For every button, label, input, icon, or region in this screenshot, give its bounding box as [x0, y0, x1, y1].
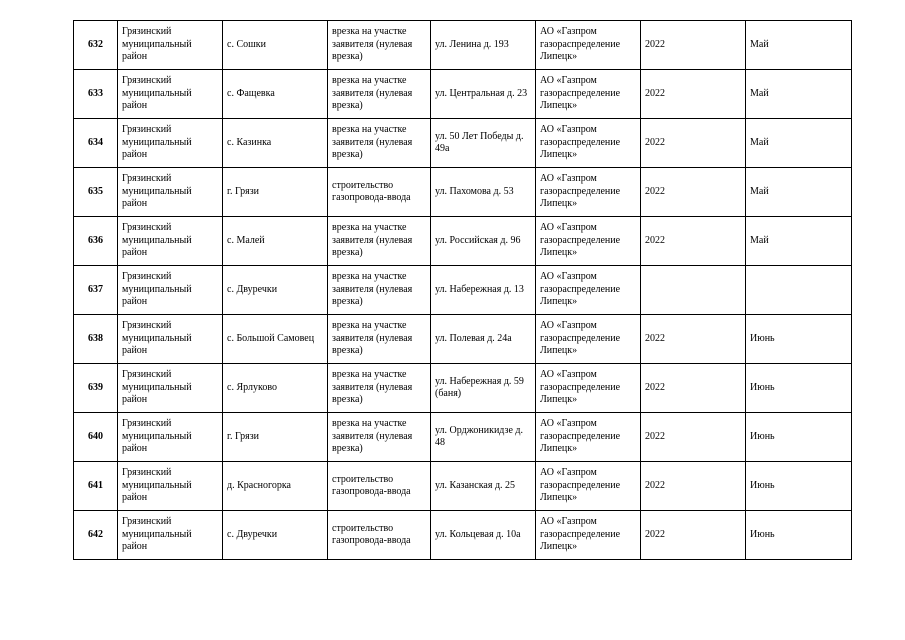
row-number: 642: [74, 511, 118, 560]
work-type-cell: врезка на участке заявителя (нулевая врезка): [328, 413, 431, 462]
row-number: 638: [74, 315, 118, 364]
locality-cell: с. Казинка: [223, 119, 328, 168]
organization-cell: АО «Газпром газораспределение Липецк»: [536, 315, 641, 364]
table-row: [74, 70, 852, 119]
year-cell: 2022: [641, 511, 746, 560]
month-cell: [746, 266, 852, 315]
table-row: [74, 119, 852, 168]
year-cell: 2022: [641, 315, 746, 364]
locality-cell: с. Ярлуково: [223, 364, 328, 413]
district-cell: Грязинский муниципальный район: [118, 364, 223, 413]
year-cell: 2022: [641, 462, 746, 511]
year-cell: [641, 266, 746, 315]
organization-cell: АО «Газпром газораспределение Липецк»: [536, 21, 641, 70]
district-cell: Грязинский муниципальный район: [118, 217, 223, 266]
locality-cell: г. Грязи: [223, 413, 328, 462]
district-cell: Грязинский муниципальный район: [118, 511, 223, 560]
table-row: [74, 511, 852, 560]
locality-cell: д. Красногорка: [223, 462, 328, 511]
locality-cell: с. Двуречки: [223, 511, 328, 560]
row-number: 640: [74, 413, 118, 462]
locality-cell: с. Большой Самовец: [223, 315, 328, 364]
work-type-cell: врезка на участке заявителя (нулевая врезка): [328, 21, 431, 70]
work-type-cell: врезка на участке заявителя (нулевая врезка): [328, 266, 431, 315]
month-cell: Май: [746, 217, 852, 266]
organization-cell: АО «Газпром газораспределение Липецк»: [536, 119, 641, 168]
month-cell: Июнь: [746, 462, 852, 511]
locality-cell: с. Двуречки: [223, 266, 328, 315]
year-cell: 2022: [641, 413, 746, 462]
year-cell: 2022: [641, 364, 746, 413]
address-cell: ул. Кольцевая д. 10а: [431, 511, 536, 560]
table-row: [74, 315, 852, 364]
work-type-cell: строительство газопровода-ввода: [328, 168, 431, 217]
gas-connection-table: [73, 20, 852, 560]
work-type-cell: врезка на участке заявителя (нулевая врезка): [328, 364, 431, 413]
table-body: [74, 21, 852, 560]
table-row: [74, 266, 852, 315]
address-cell: ул. Орджоникидзе д. 48: [431, 413, 536, 462]
month-cell: Июнь: [746, 315, 852, 364]
work-type-cell: врезка на участке заявителя (нулевая врезка): [328, 70, 431, 119]
row-number: 633: [74, 70, 118, 119]
address-cell: ул. Полевая д. 24а: [431, 315, 536, 364]
locality-cell: с. Фащевка: [223, 70, 328, 119]
district-cell: Грязинский муниципальный район: [118, 462, 223, 511]
address-cell: ул. Набережная д. 59 (баня): [431, 364, 536, 413]
month-cell: Июнь: [746, 511, 852, 560]
row-number: 632: [74, 21, 118, 70]
district-cell: Грязинский муниципальный район: [118, 168, 223, 217]
district-cell: Грязинский муниципальный район: [118, 266, 223, 315]
year-cell: 2022: [641, 119, 746, 168]
row-number: 641: [74, 462, 118, 511]
year-cell: 2022: [641, 70, 746, 119]
row-number: 636: [74, 217, 118, 266]
month-cell: Май: [746, 70, 852, 119]
table-row: [74, 413, 852, 462]
address-cell: ул. Набережная д. 13: [431, 266, 536, 315]
month-cell: Май: [746, 168, 852, 217]
year-cell: 2022: [641, 21, 746, 70]
row-number: 637: [74, 266, 118, 315]
organization-cell: АО «Газпром газораспределение Липецк»: [536, 266, 641, 315]
organization-cell: АО «Газпром газораспределение Липецк»: [536, 217, 641, 266]
organization-cell: АО «Газпром газораспределение Липецк»: [536, 364, 641, 413]
table-row: [74, 21, 852, 70]
table-row: [74, 217, 852, 266]
locality-cell: г. Грязи: [223, 168, 328, 217]
district-cell: Грязинский муниципальный район: [118, 315, 223, 364]
work-type-cell: строительство газопровода-ввода: [328, 511, 431, 560]
table-row: [74, 462, 852, 511]
address-cell: ул. Пахомова д. 53: [431, 168, 536, 217]
work-type-cell: врезка на участке заявителя (нулевая врезка): [328, 217, 431, 266]
work-type-cell: врезка на участке заявителя (нулевая врезка): [328, 315, 431, 364]
district-cell: Грязинский муниципальный район: [118, 21, 223, 70]
row-number: 635: [74, 168, 118, 217]
month-cell: Июнь: [746, 413, 852, 462]
organization-cell: АО «Газпром газораспределение Липецк»: [536, 511, 641, 560]
address-cell: ул. Центральная д. 23: [431, 70, 536, 119]
organization-cell: АО «Газпром газораспределение Липецк»: [536, 462, 641, 511]
month-cell: Май: [746, 21, 852, 70]
row-number: 634: [74, 119, 118, 168]
year-cell: 2022: [641, 217, 746, 266]
district-cell: Грязинский муниципальный район: [118, 413, 223, 462]
year-cell: 2022: [641, 168, 746, 217]
month-cell: Май: [746, 119, 852, 168]
address-cell: ул. Российская д. 96: [431, 217, 536, 266]
district-cell: Грязинский муниципальный район: [118, 119, 223, 168]
locality-cell: с. Малей: [223, 217, 328, 266]
month-cell: Июнь: [746, 364, 852, 413]
row-number: 639: [74, 364, 118, 413]
organization-cell: АО «Газпром газораспределение Липецк»: [536, 413, 641, 462]
organization-cell: АО «Газпром газораспределение Липецк»: [536, 70, 641, 119]
locality-cell: с. Сошки: [223, 21, 328, 70]
work-type-cell: строительство газопровода-ввода: [328, 462, 431, 511]
table-row: [74, 364, 852, 413]
address-cell: ул. Казанская д. 25: [431, 462, 536, 511]
table-row: [74, 168, 852, 217]
organization-cell: АО «Газпром газораспределение Липецк»: [536, 168, 641, 217]
address-cell: ул. Ленина д. 193: [431, 21, 536, 70]
address-cell: ул. 50 Лет Победы д. 49а: [431, 119, 536, 168]
work-type-cell: врезка на участке заявителя (нулевая врезка): [328, 119, 431, 168]
district-cell: Грязинский муниципальный район: [118, 70, 223, 119]
